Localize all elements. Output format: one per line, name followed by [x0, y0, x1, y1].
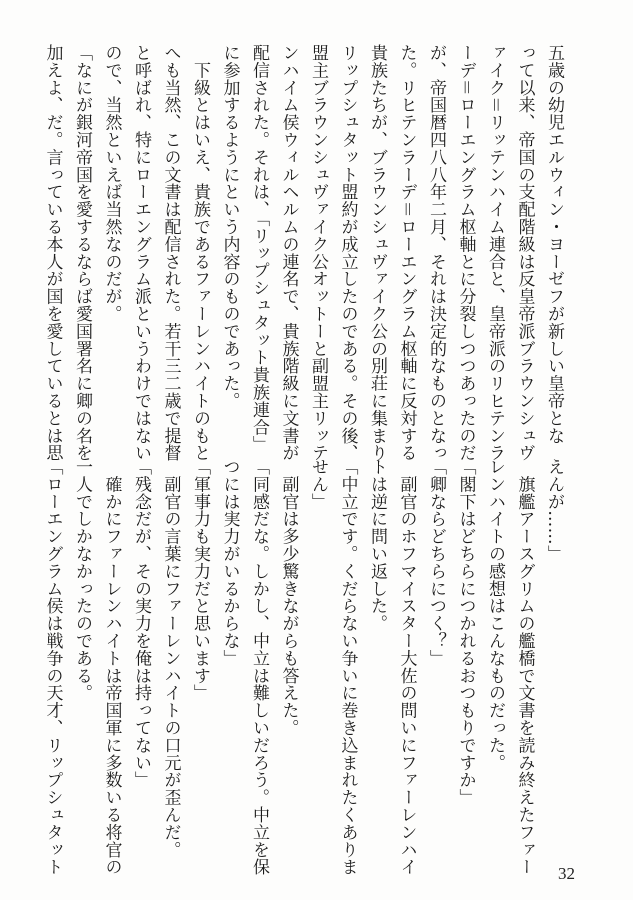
- upper-text-line: 貴族たちが、ブラウンシュヴァイク公の別荘に集まり: [367, 44, 387, 462]
- lower-text-line: 旗艦アースグリムの艦橋で文書を読み終えたファー: [514, 458, 535, 876]
- lower-text-line: 「軍事力も実力だと思います」: [190, 458, 210, 702]
- upper-text-line: 配信された。それは、「リップシュタット貴族連合」: [249, 44, 269, 454]
- upper-text-line: 五歳の幼児エルウィン・ヨーゼフが新しい皇帝とな: [544, 44, 564, 445]
- lower-text-line: 「卿ならどちらにつく？」: [426, 458, 446, 667]
- lower-text-line: トは逆に問い返した。: [367, 458, 387, 632]
- lower-text-line: 「閣下はどちらにつかれるおつもりですか」: [455, 458, 476, 806]
- upper-text-line: ので、当然といえば当然なのだが。: [101, 44, 122, 323]
- lower-text-line: 確かにファーレンハイトは帝国軍に多数いる将官の: [101, 458, 122, 876]
- upper-text-line: って以来、帝国の支配階級は反皇帝派ブラウンシュヴ: [514, 44, 535, 462]
- lower-text-line: 副官のホフマイスター大佐の問いにファーレンハイ: [396, 458, 417, 876]
- lower-text-line: レンハイトの感想はこんなものだった。: [485, 458, 505, 772]
- upper-text-line: に参加するようにという内容のものであった。: [219, 44, 240, 410]
- lower-text-line: えんが……」: [544, 458, 564, 563]
- lower-text-line: 「残念だが、その実力を俺は持ってない」: [131, 458, 151, 789]
- lower-text-line: 副官は多少驚きながらも答えた。: [278, 458, 299, 737]
- upper-text-line: 「なにが銀河帝国を愛するならば愛国署名に卿の名を: [72, 44, 92, 462]
- upper-text-line: ァイク＝リッテンハイム連合と、皇帝派のリヒテンラ: [485, 44, 505, 462]
- upper-text-line: と呼ばれ、特にローエングラム派というわけではない: [131, 44, 151, 462]
- lower-text-block: [42, 458, 568, 876]
- upper-text-block: [42, 44, 568, 462]
- lower-text-line: せん」: [308, 458, 328, 511]
- upper-text-line: 下級とはいえ、貴族であるファーレンハイトのもと: [190, 44, 210, 462]
- upper-text-line: へも当然、この文書は配信された。若干三二歳で提督: [160, 44, 181, 462]
- page-number: 32: [558, 864, 575, 883]
- upper-text-line: 盟主ブラウンシュヴァイク公オットーと副盟主リッテ: [308, 44, 328, 462]
- upper-text-line: が、帝国暦四八八年二月、それは決定的なものとなっ: [426, 44, 446, 462]
- lower-text-line: つには実力がいるからな」: [219, 458, 240, 667]
- upper-text-line: ンハイム侯ウィルヘルムの連名で、貴族階級に文書が: [278, 44, 299, 462]
- lower-text-line: 一人でしかなかったのである。: [72, 458, 92, 702]
- upper-text-line: た。リヒテンラーデ＝ローエングラム枢軸に反対する: [396, 44, 417, 462]
- lower-text-line: 「中立です。くだらない争いに巻き込まれたくありま: [337, 458, 358, 876]
- lower-text-line: 副官の言葉にファーレンハイトの口元が歪んだ。: [160, 458, 181, 859]
- upper-text-line: ーデ＝ローエングラム枢軸とに分裂しつつあったのだ: [455, 44, 476, 462]
- upper-text-line: リップシュタット盟約が成立したのである。その後、: [337, 44, 358, 462]
- lower-text-line: 「同感だな。しかし、中立は難しいだろう。中立を保: [249, 458, 269, 876]
- upper-text-line: 加えよ、だ。言っている本人が国を愛しているとは思: [42, 44, 63, 462]
- lower-text-line: 「ローエングラム侯は戦争の天才、リップシュタット: [42, 458, 63, 876]
